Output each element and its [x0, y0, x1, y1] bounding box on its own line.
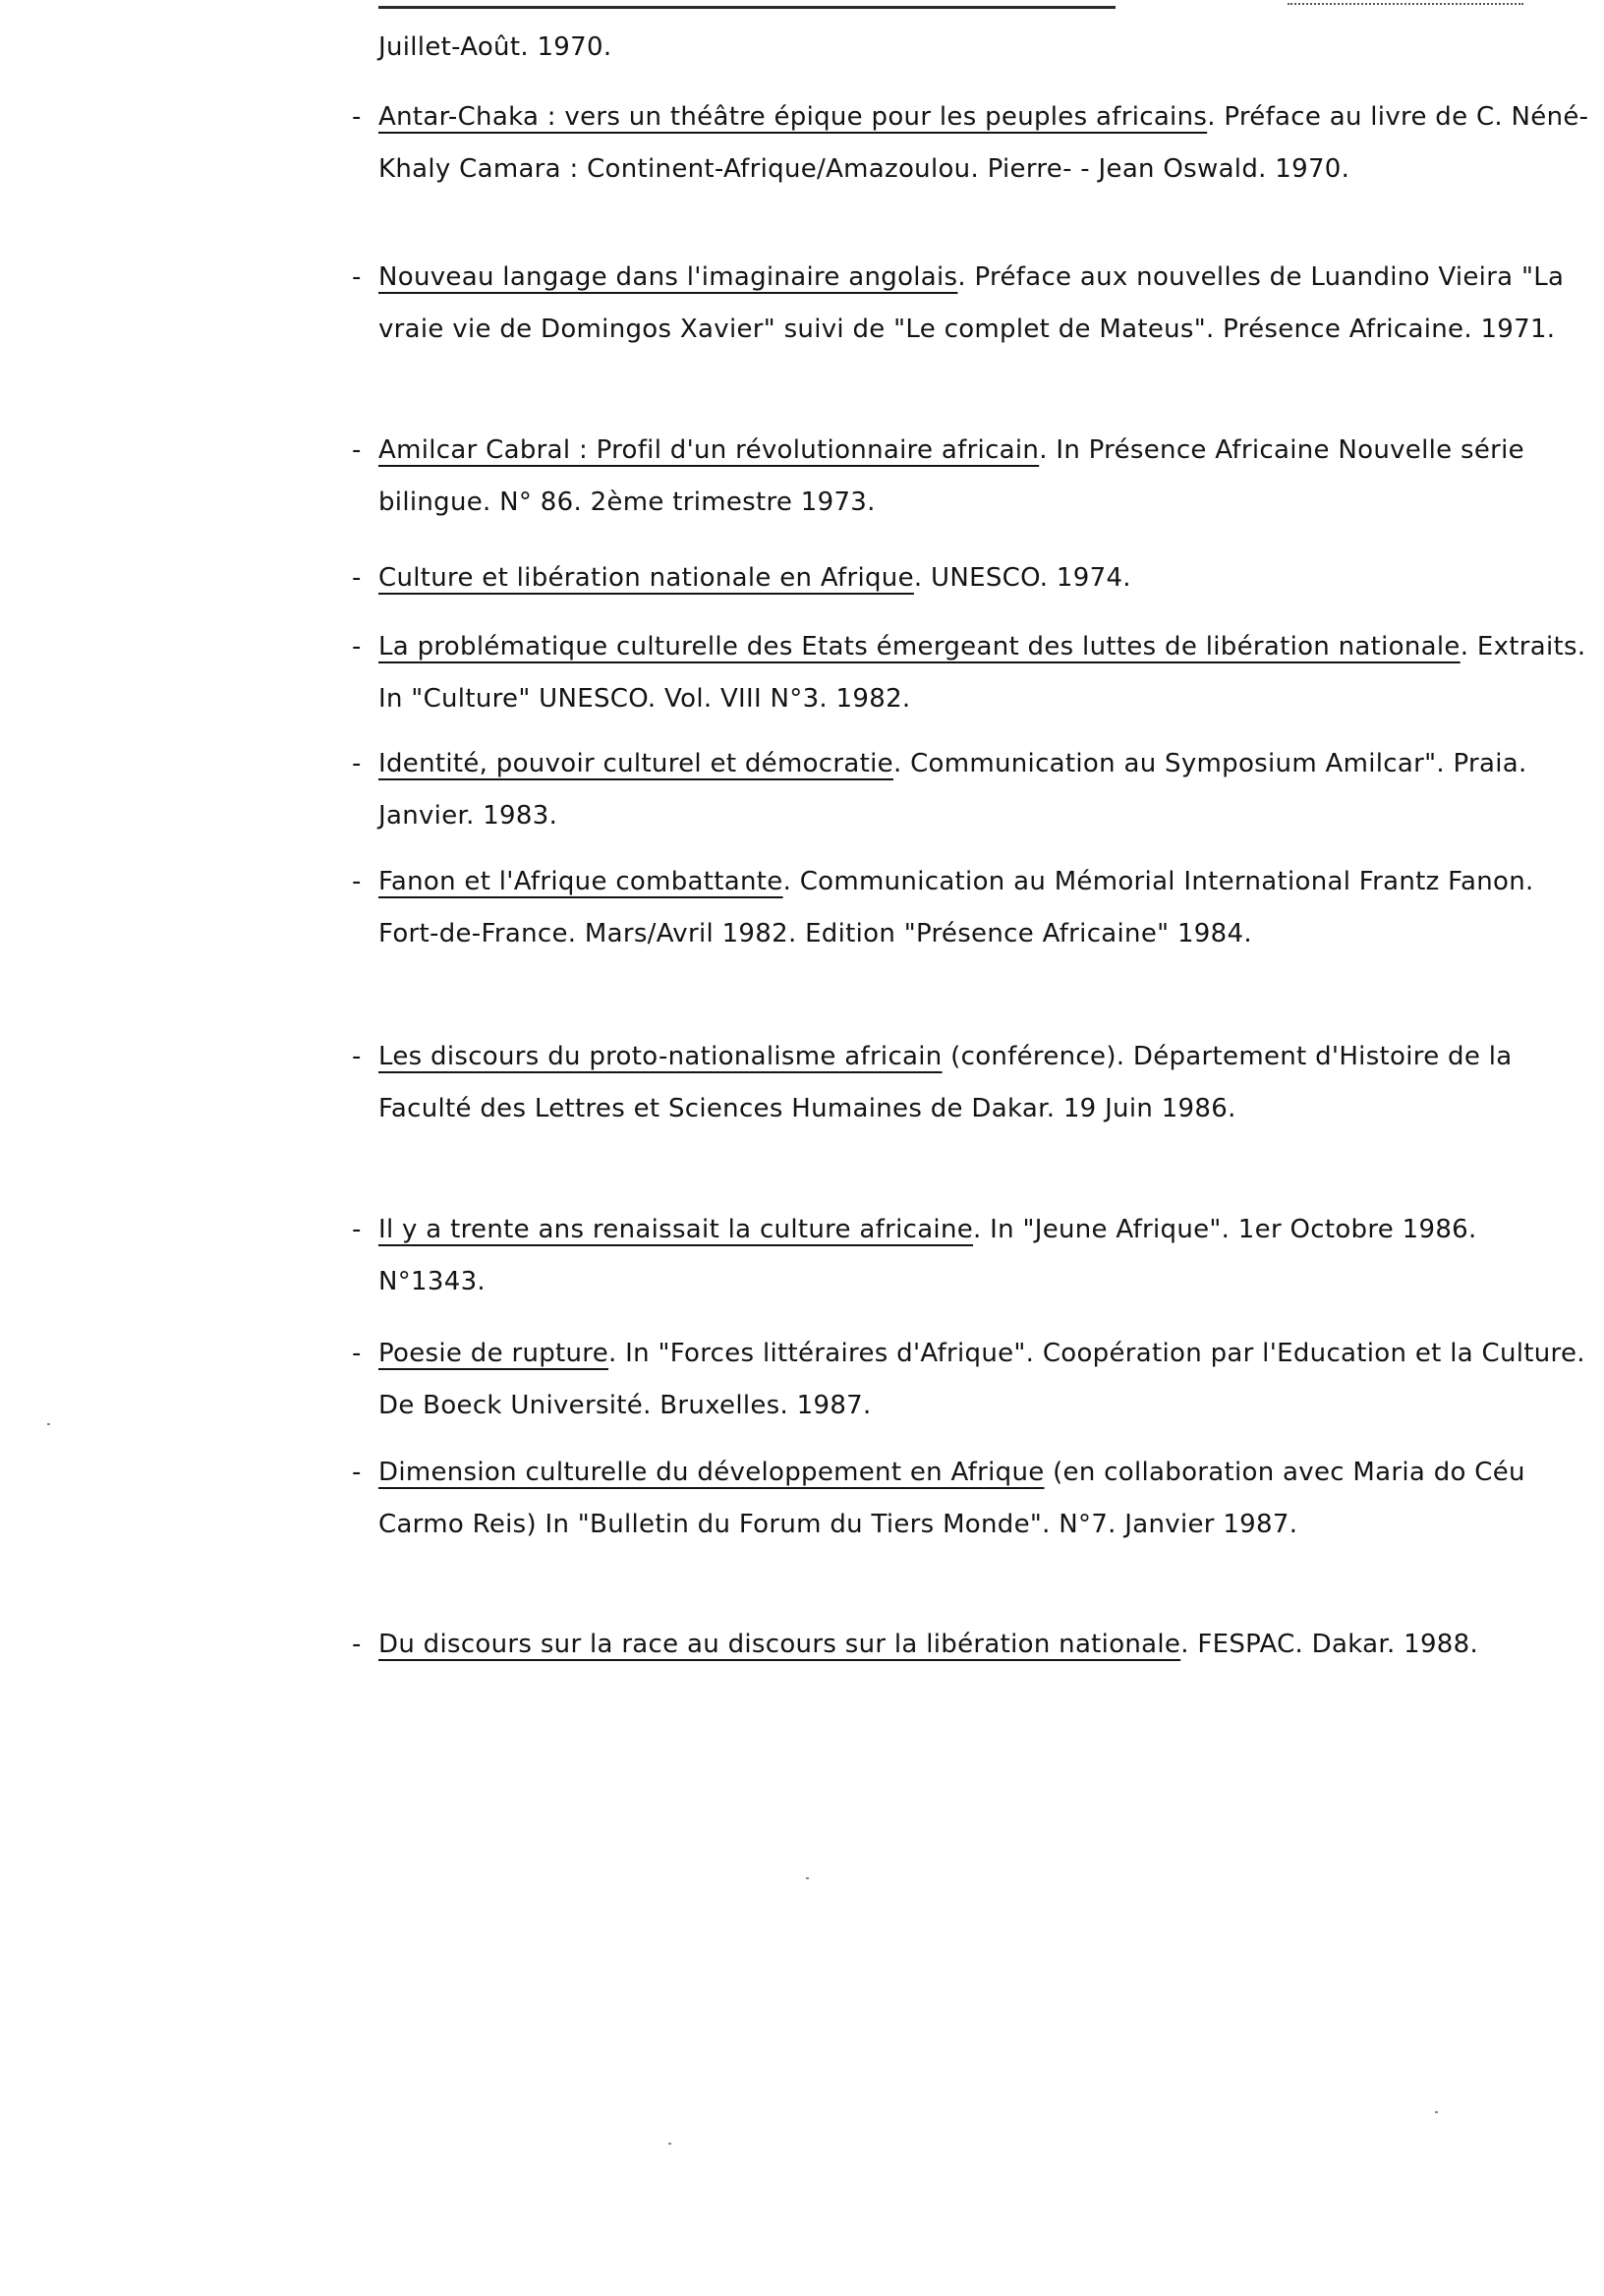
scan-speck: [1435, 2111, 1438, 2113]
entry-details: . In Présence Africaine Nouvelle série bilingue. N° 86. 2ème trimestre 1973.: [378, 435, 1524, 517]
entry-details: . Préface au livre de C. Néné-Khaly Camara : Continent-Afrique/Amazoulou. Pierre- - Jean Oswald. 1970.: [378, 102, 1589, 184]
bibliography-entry: [352, 91, 1592, 196]
scan-speck: [47, 1423, 50, 1425]
entry-title: Les discours du proto-nationalisme africain: [378, 1042, 943, 1071]
entry-dash: -: [352, 632, 362, 661]
entry-body: [378, 856, 1592, 960]
bibliography-entry: [352, 621, 1592, 725]
entry-body: [378, 1447, 1592, 1551]
top-specks: [1288, 3, 1523, 7]
top-rule: [378, 6, 1116, 9]
entry-details: . UNESCO. 1974.: [913, 563, 1131, 593]
entry-dash: -: [352, 1458, 362, 1487]
entry-body: [378, 738, 1592, 842]
entry-title: Nouveau langage dans l'imaginaire angolais: [378, 262, 958, 292]
entry-dash: -: [352, 102, 362, 132]
entry-title: La problématique culturelle des Etats émergeant des luttes de libération nationale: [378, 632, 1461, 661]
entry-dash: -: [352, 563, 362, 593]
entry-body: [378, 252, 1592, 356]
entry-title: Dimension culturelle du développement en Afrique: [378, 1458, 1045, 1487]
entry-details: . Préface aux nouvelles de Luandino Vieira "La vraie vie de Domingos Xavier" suivi de "Le complet de Mateus". Présence Africaine. 1971.: [378, 262, 1565, 344]
bibliography-entry: [352, 856, 1592, 960]
bibliography-entry: [352, 1328, 1592, 1432]
entry-details: (en collaboration avec Maria do Céu Carmo Reis) In "Bulletin du Forum du Tiers Monde". N°7. Janvier 1987.: [378, 1458, 1525, 1539]
entry-dash: -: [352, 1215, 362, 1244]
entry-title: Du discours sur la race au discours sur la libération nationale: [378, 1630, 1181, 1659]
entry-dash: -: [352, 1630, 362, 1659]
entry-body: [378, 1619, 1592, 1671]
entry-dash: -: [352, 435, 362, 465]
entry-body: [378, 621, 1592, 725]
bibliography-entry: [352, 552, 1592, 604]
entry-body: [378, 425, 1592, 529]
entry-dash: -: [352, 749, 362, 778]
entry-body: [378, 1031, 1592, 1135]
entry-dash: -: [352, 867, 362, 896]
entry-title: Identité, pouvoir culturel et démocratie: [378, 749, 893, 778]
entry-title: Fanon et l'Afrique combattante: [378, 867, 783, 896]
entry-body: [378, 1204, 1592, 1308]
entry-dash: -: [352, 262, 362, 292]
bibliography-entry: [352, 425, 1592, 529]
entry-details: . Communication au Mémorial International Frantz Fanon. Fort-de-France. Mars/Avril 1982. Edition "Présence Africaine" 1984.: [378, 867, 1534, 948]
bibliography-entry: [352, 1619, 1592, 1671]
entry-details: (conférence). Département d'Histoire de la Faculté des Lettres et Sciences Humaines de Dakar. 19 Juin 1986.: [378, 1042, 1513, 1123]
scan-speck: [668, 2143, 671, 2145]
entry-title: Culture et libération nationale en Afrique: [378, 563, 914, 593]
entry-title: Il y a trente ans renaissait la culture africaine: [378, 1215, 974, 1244]
entry-title: Amilcar Cabral : Profil d'un révolutionnaire africain: [378, 435, 1040, 465]
entry-details: . Communication au Symposium Amilcar". Praia. Janvier. 1983.: [378, 749, 1527, 831]
entry-dash: -: [352, 1339, 362, 1368]
entry-body: [378, 552, 1592, 604]
entry-body: [378, 91, 1592, 196]
scan-speck: [806, 1877, 809, 1879]
entry-title: Antar-Chaka : vers un théâtre épique pour les peuples africains: [378, 102, 1208, 132]
bibliography-entry: [352, 738, 1592, 842]
bibliography-entry: [352, 1031, 1592, 1135]
bibliography-entry: [352, 1204, 1592, 1308]
entry-body: [378, 1328, 1592, 1432]
entry-title: Poesie de rupture: [378, 1339, 609, 1368]
entry-dash: -: [352, 1042, 362, 1071]
entry-details: . Extraits. In "Culture" UNESCO. Vol. VIII N°3. 1982.: [378, 632, 1586, 714]
entry-details: . FESPAC. Dakar. 1988.: [1180, 1630, 1479, 1659]
bibliography-entry: [352, 252, 1592, 356]
entry-details: . In "Jeune Afrique". 1er Octobre 1986. N°1343.: [378, 1215, 1477, 1296]
entry-details: . In "Forces littéraires d'Afrique". Coopération par l'Education et la Culture. De Boeck Université. Bruxelles. 1987.: [378, 1339, 1585, 1420]
bibliography-entry: [352, 1447, 1592, 1551]
continuation-line: Juillet-Août. 1970.: [378, 32, 612, 62]
